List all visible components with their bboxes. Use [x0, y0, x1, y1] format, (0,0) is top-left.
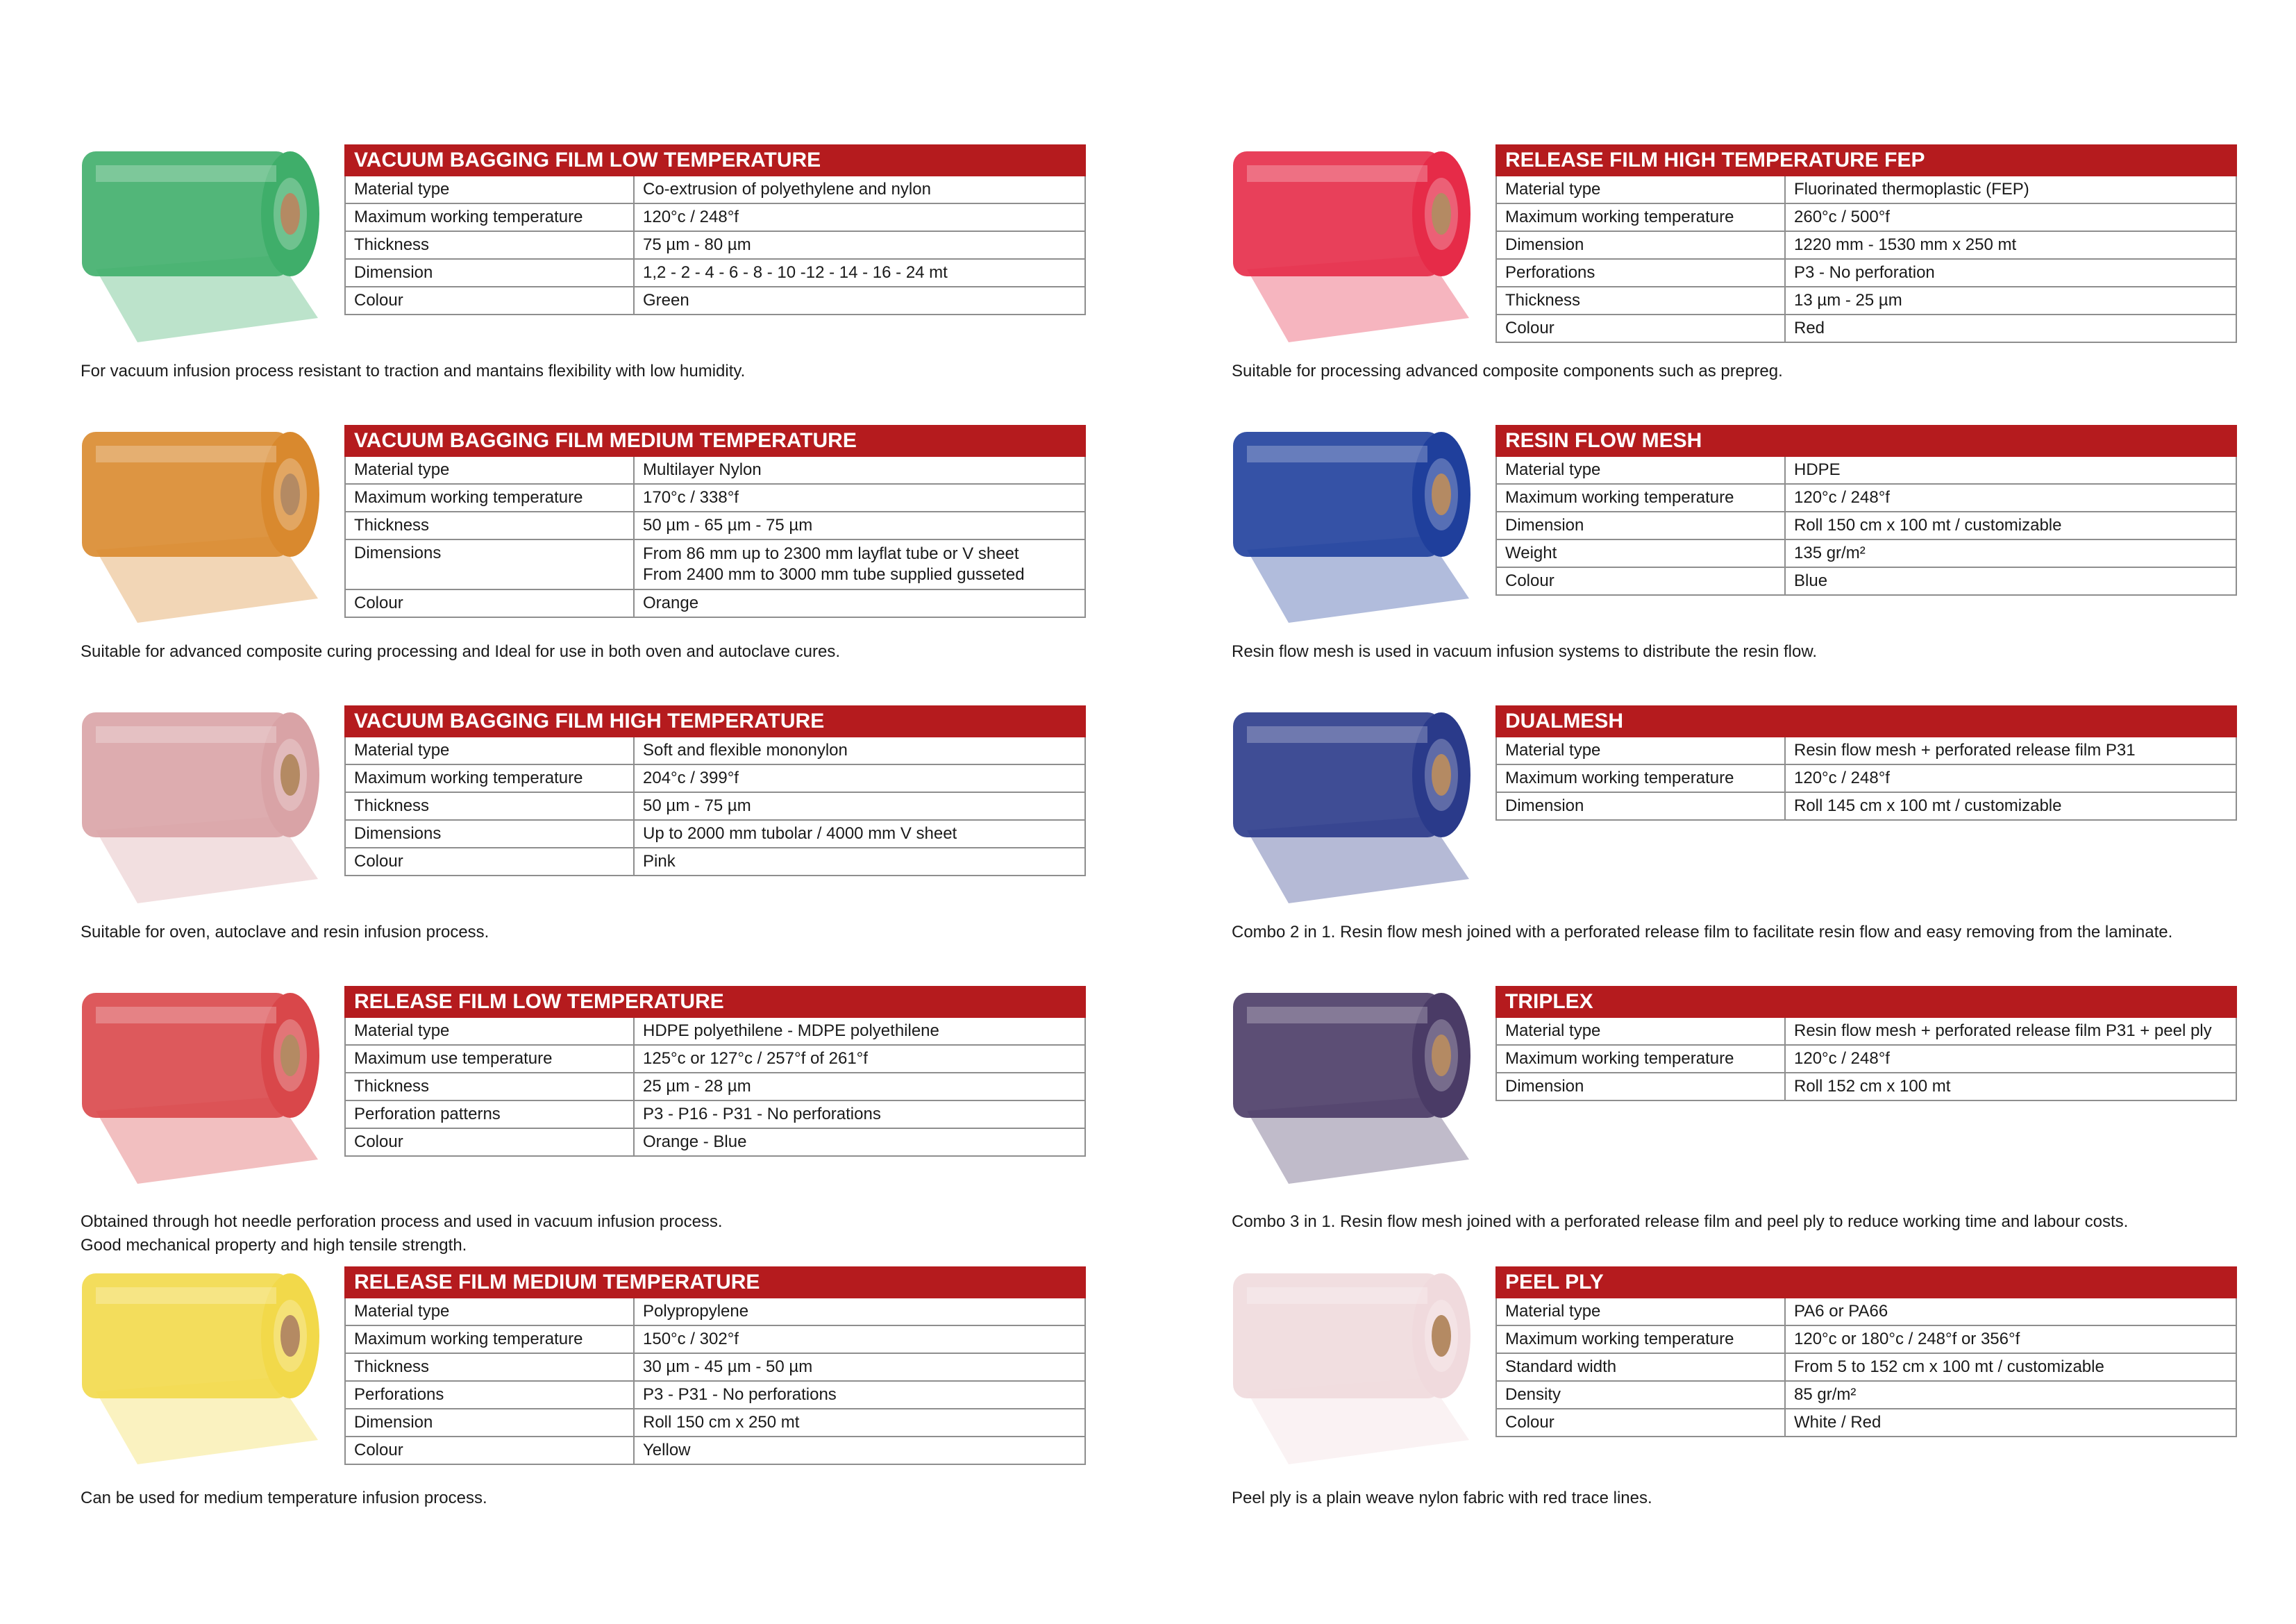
spec-label: Colour: [346, 1129, 635, 1155]
spec-table-title: VACUUM BAGGING FILM LOW TEMPERATURE: [344, 144, 1086, 176]
roll-illustration: [1219, 425, 1483, 626]
spec-value-line: Roll 150 cm x 100 mt / customizable: [1794, 516, 2062, 535]
spec-value-line: 25 µm - 28 µm: [643, 1077, 751, 1096]
spec-value: [635, 260, 1084, 286]
product-roll-image: [68, 1266, 332, 1468]
spec-label: Colour: [346, 1437, 635, 1464]
spec-value: [1786, 540, 2236, 567]
spec-table: [344, 1266, 1086, 1465]
spec-value-line: From 5 to 152 cm x 100 mt / customizable: [1794, 1357, 2104, 1376]
spec-value: [635, 765, 1084, 792]
spec-label: Perforations: [1497, 260, 1786, 286]
spec-row: [1495, 568, 2237, 596]
spec-value: [1786, 260, 2236, 286]
spec-label: Maximum working temperature: [1497, 765, 1786, 792]
spec-row: [1495, 1326, 2237, 1354]
spec-value: [1786, 485, 2236, 511]
product-roll-image: [1219, 986, 1483, 1187]
spec-label: Dimension: [1497, 232, 1786, 258]
spec-row: [344, 287, 1086, 315]
spec-value-line: Polypropylene: [643, 1302, 749, 1321]
spec-row: [1495, 1046, 2237, 1073]
spec-row: [1495, 1018, 2237, 1046]
spec-value: [635, 1409, 1084, 1436]
spec-value-line: P3 - No perforation: [1794, 263, 1935, 282]
spec-label: Dimension: [346, 1409, 635, 1436]
spec-value: [1786, 315, 2236, 342]
spec-table: [344, 144, 1086, 315]
spec-table: [1495, 1266, 2237, 1437]
spec-table-title: RELEASE FILM HIGH TEMPERATURE FEP: [1495, 144, 2237, 176]
product-description: [81, 1210, 1164, 1257]
description-line: Suitable for oven, autoclave and resin infusion process.: [81, 923, 489, 941]
spec-label: Thickness: [346, 793, 635, 819]
spec-value-line: 170°c / 338°f: [643, 488, 739, 507]
spec-row: [1495, 287, 2237, 315]
spec-label: Maximum working temperature: [346, 204, 635, 231]
spec-label: Colour: [346, 287, 635, 314]
spec-value: [635, 540, 1084, 589]
spec-label: Thickness: [346, 512, 635, 539]
spec-row: [1495, 765, 2237, 793]
spec-value: [1786, 1409, 2236, 1436]
spec-label: Material type: [346, 1018, 635, 1044]
spec-value-line: HDPE polyethilene - MDPE polyethilene: [643, 1021, 939, 1040]
roll-illustration: [1219, 1266, 1483, 1468]
spec-label: Material type: [1497, 457, 1786, 483]
description-line: Combo 3 in 1. Resin flow mesh joined with a perforated release film and peel ply to reduce working time and labour costs.: [1232, 1212, 2129, 1231]
spec-label: Colour: [1497, 315, 1786, 342]
spec-row: [344, 1101, 1086, 1129]
spec-value: [635, 1382, 1084, 1408]
description-line: Suitable for advanced composite curing processing and Ideal for use in both oven and autoclave cures.: [81, 642, 841, 661]
spec-value: [635, 1298, 1084, 1325]
spec-label: Thickness: [346, 1354, 635, 1380]
spec-row: [344, 821, 1086, 848]
spec-value: [1786, 1018, 2236, 1044]
spec-label: Dimensions: [346, 540, 635, 589]
product-roll-image: [68, 986, 332, 1187]
spec-value-line: Fluorinated thermoplastic (FEP): [1794, 180, 2029, 199]
product-description: [81, 640, 1164, 664]
spec-value: [1786, 1326, 2236, 1353]
spec-value-line: 204°c / 399°f: [643, 769, 739, 787]
spec-value-line: Red: [1794, 319, 1825, 337]
spec-value: [1786, 765, 2236, 792]
product-description: [1232, 640, 2296, 664]
product-description: [1232, 921, 2296, 944]
description-line: Peel ply is a plain weave nylon fabric with red trace lines.: [1232, 1489, 1652, 1507]
spec-table-title: RELEASE FILM MEDIUM TEMPERATURE: [344, 1266, 1086, 1298]
spec-row: [344, 457, 1086, 485]
spec-row: [344, 204, 1086, 232]
spec-row: [344, 1409, 1086, 1437]
spec-row: [344, 540, 1086, 590]
spec-value: [1786, 568, 2236, 594]
spec-row: [344, 1326, 1086, 1354]
spec-row: [344, 1354, 1086, 1382]
description-line: Suitable for processing advanced composite components such as prepreg.: [1232, 362, 1783, 380]
spec-value-line: 1,2 - 2 - 4 - 6 - 8 - 10 -12 - 14 - 16 - 24 mt: [643, 263, 948, 282]
product-roll-image: [68, 705, 332, 907]
spec-label: Material type: [1497, 1298, 1786, 1325]
roll-illustration: [68, 986, 332, 1187]
spec-row: [1495, 232, 2237, 260]
spec-value-line: Roll 152 cm x 100 mt: [1794, 1077, 1951, 1096]
spec-value-line: Roll 150 cm x 250 mt: [643, 1413, 800, 1432]
spec-row: [1495, 1382, 2237, 1409]
spec-label: Material type: [346, 176, 635, 203]
spec-value: [635, 457, 1084, 483]
spec-row: [344, 793, 1086, 821]
spec-label: Thickness: [346, 1073, 635, 1100]
spec-label: Thickness: [346, 232, 635, 258]
spec-value-line: From 2400 mm to 3000 mm tube supplied gusseted: [643, 565, 1025, 584]
spec-value-line: 135 gr/m²: [1794, 544, 1866, 562]
spec-value: [635, 1101, 1084, 1128]
spec-label: Colour: [346, 590, 635, 617]
spec-value-line: Pink: [643, 852, 676, 871]
spec-row: [344, 848, 1086, 876]
spec-value: [635, 232, 1084, 258]
spec-row: [1495, 176, 2237, 204]
spec-value: [1786, 287, 2236, 314]
product-roll-image: [1219, 1266, 1483, 1468]
product-roll-image: [1219, 144, 1483, 346]
spec-label: Maximum working temperature: [1497, 1046, 1786, 1072]
spec-value-line: 30 µm - 45 µm - 50 µm: [643, 1357, 813, 1376]
description-line: Can be used for medium temperature infusion process.: [81, 1489, 487, 1507]
spec-label: Dimension: [1497, 512, 1786, 539]
spec-value: [635, 485, 1084, 511]
spec-label: Maximum working temperature: [1497, 485, 1786, 511]
spec-label: Density: [1497, 1382, 1786, 1408]
spec-row: [1495, 512, 2237, 540]
spec-value-line: 50 µm - 75 µm: [643, 796, 751, 815]
spec-table: [344, 705, 1086, 876]
spec-value: [635, 1073, 1084, 1100]
spec-table-title: DUALMESH: [1495, 705, 2237, 737]
spec-table-title: VACUUM BAGGING FILM HIGH TEMPERATURE: [344, 705, 1086, 737]
spec-value-line: From 86 mm up to 2300 mm layflat tube or V sheet: [643, 544, 1019, 563]
spec-label: Material type: [346, 737, 635, 764]
spec-label: Material type: [1497, 737, 1786, 764]
spec-value: [1786, 1298, 2236, 1325]
spec-value-line: 260°c / 500°f: [1794, 208, 1890, 226]
spec-row: [344, 485, 1086, 512]
spec-table-title: TRIPLEX: [1495, 986, 2237, 1018]
spec-table: [344, 425, 1086, 618]
spec-value: [1786, 1046, 2236, 1072]
spec-row: [344, 512, 1086, 540]
spec-label: Perforation patterns: [346, 1101, 635, 1128]
roll-illustration: [68, 144, 332, 346]
product-description: [1232, 1210, 2296, 1234]
roll-illustration: [68, 425, 332, 626]
roll-illustration: [1219, 986, 1483, 1187]
product-roll-image: [1219, 425, 1483, 626]
spec-value: [1786, 737, 2236, 764]
product-description: [81, 1487, 1164, 1510]
spec-label: Material type: [1497, 176, 1786, 203]
spec-label: Material type: [346, 457, 635, 483]
spec-row: [1495, 1354, 2237, 1382]
spec-label: Colour: [1497, 568, 1786, 594]
spec-label: Colour: [1497, 1409, 1786, 1436]
spec-value: [1786, 512, 2236, 539]
spec-row: [1495, 204, 2237, 232]
spec-label: Dimension: [1497, 793, 1786, 819]
spec-label: Weight: [1497, 540, 1786, 567]
product-description: [1232, 1487, 2296, 1510]
spec-value-line: White / Red: [1794, 1413, 1882, 1432]
spec-value: [1786, 1073, 2236, 1100]
product-roll-image: [1219, 705, 1483, 907]
spec-row: [344, 1073, 1086, 1101]
spec-table: [1495, 144, 2237, 343]
spec-row: [1495, 793, 2237, 821]
spec-value: [635, 1437, 1084, 1464]
spec-table: [344, 986, 1086, 1157]
spec-label: Maximum working temperature: [346, 765, 635, 792]
spec-value-line: 125°c or 127°c / 257°f of 261°f: [643, 1049, 868, 1068]
spec-value-line: P3 - P16 - P31 - No perforations: [643, 1105, 881, 1123]
spec-value-line: 120°c / 248°f: [1794, 769, 1890, 787]
spec-value-line: Yellow: [643, 1441, 691, 1459]
spec-row: [344, 260, 1086, 287]
spec-value-line: Soft and flexible mononylon: [643, 741, 848, 760]
spec-value: [635, 590, 1084, 617]
spec-value-line: 120°c or 180°c / 248°f or 356°f: [1794, 1330, 2020, 1348]
spec-label: Maximum working temperature: [1497, 1326, 1786, 1353]
spec-row: [344, 176, 1086, 204]
spec-value: [1786, 457, 2236, 483]
spec-label: Perforations: [346, 1382, 635, 1408]
spec-row: [344, 1437, 1086, 1465]
spec-value-line: Multilayer Nylon: [643, 460, 762, 479]
product-description: [81, 921, 1164, 944]
spec-value: [1786, 1354, 2236, 1380]
product-roll-image: [68, 144, 332, 346]
spec-label: Maximum working temperature: [346, 1326, 635, 1353]
spec-table-title: PEEL PLY: [1495, 1266, 2237, 1298]
spec-value: [635, 1018, 1084, 1044]
roll-illustration: [68, 705, 332, 907]
spec-value: [635, 737, 1084, 764]
roll-illustration: [68, 1266, 332, 1468]
spec-value-line: Resin flow mesh + perforated release film P31: [1794, 741, 2136, 760]
description-line: Combo 2 in 1. Resin flow mesh joined with a perforated release film to facilitate resin flow and easy removing from the laminate.: [1232, 923, 2173, 941]
spec-value-line: Co-extrusion of polyethylene and nylon: [643, 180, 931, 199]
spec-value-line: 120°c / 248°f: [1794, 1049, 1890, 1068]
spec-row: [1495, 540, 2237, 568]
spec-row: [344, 737, 1086, 765]
spec-value: [635, 512, 1084, 539]
spec-row: [344, 1382, 1086, 1409]
spec-row: [1495, 485, 2237, 512]
spec-value-line: 50 µm - 65 µm - 75 µm: [643, 516, 813, 535]
product-roll-image: [68, 425, 332, 626]
spec-label: Maximum working temperature: [1497, 204, 1786, 231]
spec-row: [1495, 260, 2237, 287]
spec-value-line: Orange: [643, 594, 699, 612]
spec-value: [1786, 793, 2236, 819]
spec-value-line: 1220 mm - 1530 mm x 250 mt: [1794, 235, 2017, 254]
spec-value: [635, 287, 1084, 314]
description-line: Resin flow mesh is used in vacuum infusion systems to distribute the resin flow.: [1232, 642, 1818, 661]
spec-label: Colour: [346, 848, 635, 875]
spec-row: [344, 1018, 1086, 1046]
product-description: [1232, 360, 2296, 383]
spec-label: Maximum working temperature: [346, 485, 635, 511]
spec-table: [1495, 986, 2237, 1101]
spec-value-line: 120°c / 248°f: [1794, 488, 1890, 507]
spec-value-line: Resin flow mesh + perforated release film P31 + peel ply: [1794, 1021, 2212, 1040]
spec-row: [1495, 1298, 2237, 1326]
spec-value-line: Green: [643, 291, 689, 310]
spec-value: [1786, 232, 2236, 258]
spec-row: [1495, 1073, 2237, 1101]
spec-value-line: 120°c / 248°f: [643, 208, 739, 226]
roll-illustration: [1219, 144, 1483, 346]
spec-value-line: Up to 2000 mm tubolar / 4000 mm V sheet: [643, 824, 957, 843]
spec-value: [1786, 176, 2236, 203]
spec-label: Material type: [1497, 1018, 1786, 1044]
spec-value: [635, 1129, 1084, 1155]
spec-value-line: P3 - P31 - No perforations: [643, 1385, 837, 1404]
spec-value: [635, 1354, 1084, 1380]
spec-label: Maximum use temperature: [346, 1046, 635, 1072]
spec-label: Dimension: [1497, 1073, 1786, 1100]
spec-table-title: RELEASE FILM LOW TEMPERATURE: [344, 986, 1086, 1018]
roll-illustration: [1219, 705, 1483, 907]
spec-value: [635, 1046, 1084, 1072]
spec-value-line: Orange - Blue: [643, 1132, 747, 1151]
spec-row: [1495, 1409, 2237, 1437]
spec-value: [635, 176, 1084, 203]
spec-label: Dimensions: [346, 821, 635, 847]
product-description: [81, 360, 1164, 383]
spec-table-title: RESIN FLOW MESH: [1495, 425, 2237, 457]
spec-table: [1495, 425, 2237, 596]
spec-value-line: 13 µm - 25 µm: [1794, 291, 1902, 310]
spec-value-line: HDPE: [1794, 460, 1841, 479]
spec-value-line: Blue: [1794, 571, 1828, 590]
spec-row: [344, 232, 1086, 260]
spec-label: Dimension: [346, 260, 635, 286]
description-line: For vacuum infusion process resistant to traction and mantains flexibility with low humidity.: [81, 362, 746, 380]
spec-value-line: 85 gr/m²: [1794, 1385, 1857, 1404]
spec-row: [1495, 457, 2237, 485]
spec-row: [344, 765, 1086, 793]
spec-value: [635, 821, 1084, 847]
spec-value-line: Roll 145 cm x 100 mt / customizable: [1794, 796, 2062, 815]
spec-label: Material type: [346, 1298, 635, 1325]
spec-label: Thickness: [1497, 287, 1786, 314]
spec-value-line: 75 µm - 80 µm: [643, 235, 751, 254]
spec-label: Standard width: [1497, 1354, 1786, 1380]
spec-row: [344, 1046, 1086, 1073]
spec-value-line: 150°c / 302°f: [643, 1330, 739, 1348]
spec-row: [344, 590, 1086, 618]
spec-row: [344, 1129, 1086, 1157]
spec-value-line: PA6 or PA66: [1794, 1302, 1888, 1321]
spec-row: [1495, 315, 2237, 343]
description-line: Obtained through hot needle perforation process and used in vacuum infusion process.: [81, 1212, 723, 1231]
spec-value: [635, 1326, 1084, 1353]
description-line: Good mechanical property and high tensile strength.: [81, 1236, 467, 1255]
spec-value: [635, 848, 1084, 875]
spec-value: [1786, 204, 2236, 231]
spec-value: [635, 793, 1084, 819]
spec-row: [344, 1298, 1086, 1326]
spec-table-title: VACUUM BAGGING FILM MEDIUM TEMPERATURE: [344, 425, 1086, 457]
spec-row: [1495, 737, 2237, 765]
spec-value: [635, 204, 1084, 231]
spec-table: [1495, 705, 2237, 821]
spec-value: [1786, 1382, 2236, 1408]
